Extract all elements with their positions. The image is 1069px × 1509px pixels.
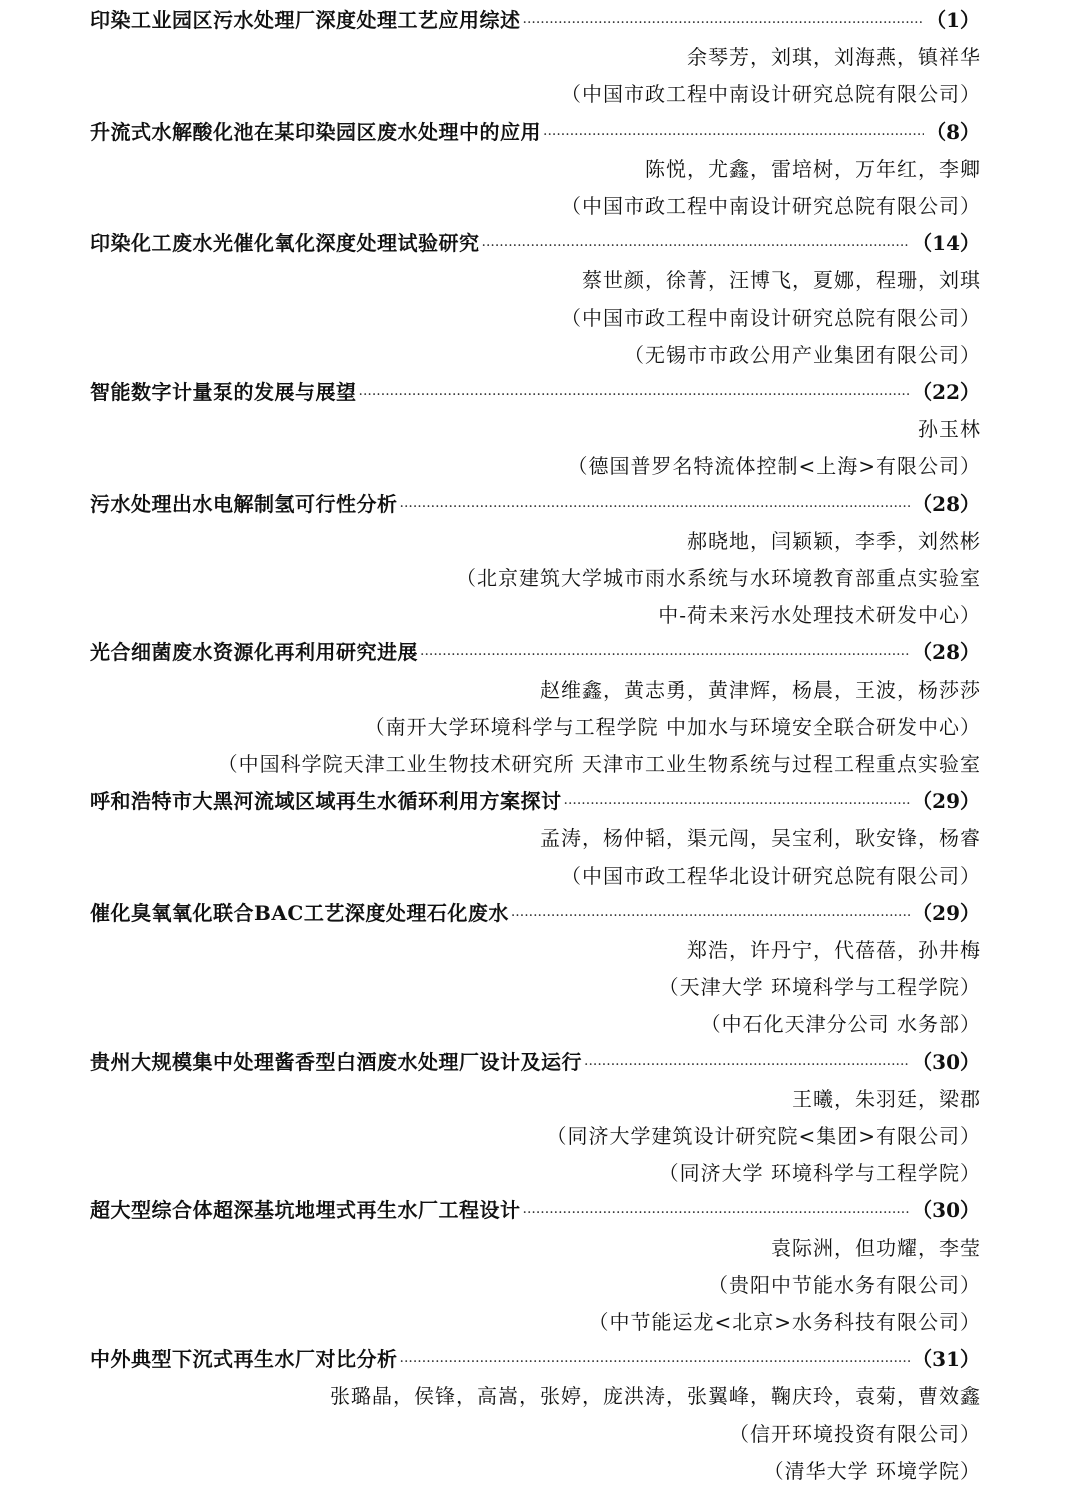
author-line: 余琴芳，刘琪，刘海燕，镇祥华 [687, 45, 981, 70]
affiliation-line: （同济大学建筑设计研究院<集团>有限公司） [546, 1124, 981, 1148]
affiliation-line: （同济大学 环境科学与工程学院） [658, 1161, 981, 1186]
affiliation-line: （中国市政工程中南设计研究总院有限公司） [561, 82, 981, 107]
page-number: （14） [912, 231, 980, 256]
author-line: 孟涛，杨仲韬，渠元闯，吴宝利，耿安锋，杨睿 [540, 826, 981, 851]
affiliation-line: 中-荷未来污水处理技术研发中心） [658, 603, 981, 628]
toc-entry-title-line [90, 1192, 980, 1228]
toc-entry-title-line [90, 783, 980, 819]
affiliation-line: （中节能运龙<北京>水务科技有限公司） [588, 1310, 981, 1334]
page-number: （28） [912, 640, 980, 665]
dot-leader [420, 634, 910, 670]
page-number: （8） [926, 119, 980, 144]
dot-leader [400, 486, 911, 522]
toc-entry-title-line [90, 374, 980, 410]
page-number: （30） [912, 1049, 980, 1074]
article-title: 智能数字计量泵的发展与展望 [90, 380, 357, 404]
page-number: （28） [912, 491, 980, 516]
affiliation-line: （天津大学 环境科学与工程学院） [658, 975, 981, 1000]
page-number: （31） [912, 1347, 980, 1372]
article-title: 光合细菌废水资源化再利用研究进展 [90, 640, 418, 665]
toc-entry-title-line [90, 225, 980, 261]
toc-entry-title-line [90, 895, 980, 931]
article-title: 贵州大规模集中处理酱香型白酒废水处理厂设计及运行 [90, 1049, 582, 1074]
author-line: 袁际洲，但功耀，李莹 [771, 1235, 981, 1260]
author-line: 王曦，朱羽廷，梁郡 [792, 1086, 981, 1111]
page-number: （22） [912, 380, 980, 404]
author-line: 蔡世颜，徐菁，汪博飞，夏娜，程珊，刘琪 [582, 268, 981, 293]
page-number: （30） [912, 1198, 980, 1223]
dot-leader [482, 225, 911, 261]
author-line: 陈悦，尤鑫，雷培树，万年红，李卿 [645, 156, 981, 181]
author-line: 赵维鑫，黄志勇，黄津辉，杨晨，王波，杨莎莎 [540, 677, 981, 702]
dot-leader [523, 2, 925, 38]
toc-entry-title-line [90, 486, 980, 522]
page-number: （1） [926, 8, 980, 32]
dot-leader [359, 374, 911, 410]
dot-leader [511, 895, 910, 931]
affiliation-line: （中国市政工程华北设计研究总院有限公司） [561, 863, 981, 888]
affiliation-line: （中国市政工程中南设计研究总院有限公司） [561, 194, 981, 218]
affiliation-line: （南开大学环境科学与工程学院 中加水与环境安全联合研发中心） [364, 714, 981, 739]
affiliation-line: （德国普罗名特流体控制<上海>有限公司） [567, 454, 981, 479]
affiliation-line: （中石化天津分公司 水务部） [700, 1012, 981, 1037]
toc-entry-title-line [90, 634, 980, 670]
article-title: 呼和浩特市大黑河流域区域再生水循环利用方案探讨 [90, 789, 562, 814]
author-line: 孙玉林 [918, 417, 981, 442]
page-number: （29） [912, 900, 980, 925]
affiliation-line: （清华大学 环境学院） [763, 1458, 981, 1483]
dot-leader [523, 1192, 911, 1228]
article-title: 印染工业园区污水处理厂深度处理工艺应用综述 [90, 8, 521, 32]
article-title: 印染化工废水光催化氧化深度处理试验研究 [90, 231, 480, 256]
affiliation-line: （无锡市市政公用产业集团有限公司） [624, 342, 981, 367]
article-title: 中外典型下沉式再生水厂对比分析 [90, 1347, 398, 1372]
affiliation-line: （中国市政工程中南设计研究总院有限公司） [561, 305, 981, 330]
page-number: （29） [912, 789, 980, 814]
toc-entry-title-line [90, 1044, 980, 1080]
article-title: 催化臭氧氧化联合BAC工艺深度处理石化废水 [90, 900, 509, 925]
toc-entry-title-line [90, 2, 980, 38]
affiliation-line: （信开环境投资有限公司） [729, 1421, 981, 1446]
affiliation-line: （贵阳中节能水务有限公司） [708, 1272, 981, 1297]
article-title: 超大型综合体超深基坑地埋式再生水厂工程设计 [90, 1198, 521, 1223]
dot-leader [400, 1341, 911, 1377]
affiliation-line: （北京建筑大学城市雨水系统与水环境教育部重点实验室 [456, 566, 981, 590]
affiliation-line: （中国科学院天津工业生物技术研究所 天津市工业生物系统与过程工程重点实验室 [217, 752, 981, 776]
dot-leader [543, 114, 924, 150]
toc-entry-title-line [90, 114, 980, 150]
dot-leader [564, 783, 911, 819]
author-line: 张璐晶，侯锋，高嵩，张婷，庞洪涛，张翼峰，鞠庆玲，袁菊，曹效鑫 [330, 1384, 981, 1409]
toc-entry-title-line [90, 1341, 980, 1377]
article-title: 污水处理出水电解制氢可行性分析 [90, 491, 398, 516]
article-title: 升流式水解酸化池在某印染园区废水处理中的应用 [90, 119, 541, 144]
author-line: 郑浩，许丹宁，代蓓蓓，孙井梅 [687, 938, 981, 962]
author-line: 郝晓地，闫颖颖，李季，刘然彬 [687, 528, 981, 553]
dot-leader [584, 1044, 910, 1080]
